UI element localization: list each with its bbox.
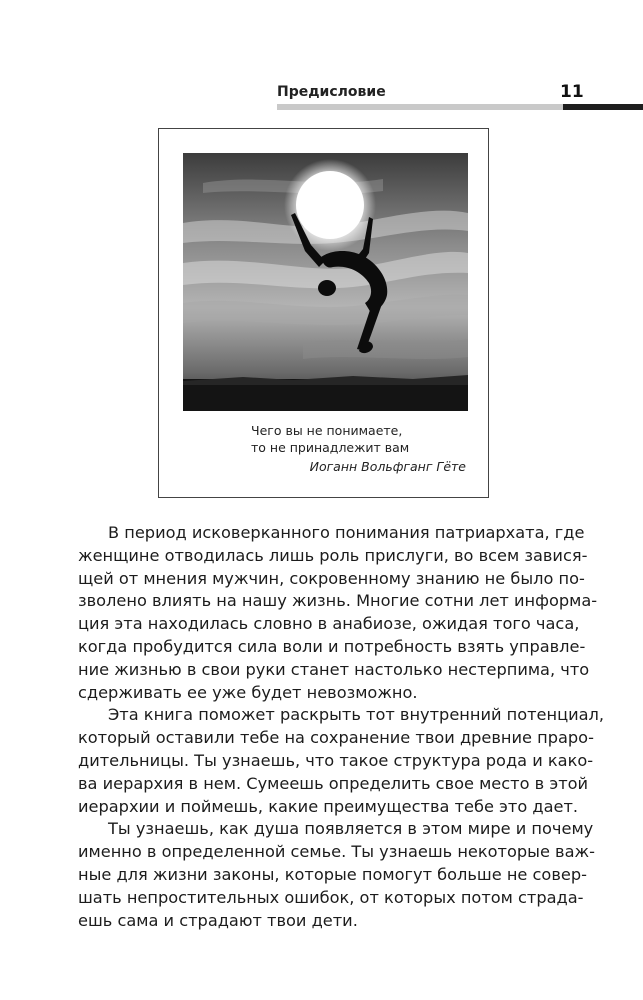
body-line: сдерживать ее уже будет невозможно. xyxy=(78,682,418,702)
epigraph-author: Иоганн Вольфганг Гёте xyxy=(309,459,466,474)
body-line: ные для жизни законы, которые помогут больше не совер- xyxy=(78,864,587,884)
epigraph-quote-line-2: то не принадлежит вам xyxy=(251,440,410,455)
body-line: который оставили тебе на сохранение твои древние праро- xyxy=(78,728,594,748)
page-number: 11 xyxy=(560,82,584,102)
body-line: ва иерархия в нем. Сумеешь определить свое место в этой xyxy=(78,773,589,793)
body-line: В период исковерканного понимания патриархата, где xyxy=(108,523,585,542)
body-line: шать непростительных ошибок, от которых потом страда- xyxy=(78,887,584,907)
chapter-title: Предисловие xyxy=(277,84,386,100)
body-line: ция эта находилась словно в анабиозе, ожидая того часа, xyxy=(78,614,580,634)
body-text xyxy=(78,522,605,932)
epigraph-quote-line-1: Чего вы не понимаете, xyxy=(251,423,403,438)
body-line: женщине отводилась лишь роль прислуги, во всем завися- xyxy=(78,545,588,565)
body-line: щей от мнения мужчин, сокровенному знанию не было по- xyxy=(78,568,585,588)
body-line: Ты узнаешь, как душа появляется в этом мире и почему xyxy=(108,819,594,839)
body-line: Эта книга поможет раскрыть тот внутренний потенциал, xyxy=(108,705,605,725)
header-rule-light xyxy=(277,104,563,110)
body-line: зволено влиять на нашу жизнь. Многие сотни лет информа- xyxy=(78,591,598,611)
epigraph-figure xyxy=(158,128,489,498)
body-line: ешь сама и страдают твои дети. xyxy=(78,910,358,930)
body-line: иерархии и поймешь, какие преимущества тебе это дает. xyxy=(78,796,579,816)
body-line: ние жизнью в свои руки станет настолько нестерпима, что xyxy=(78,659,590,679)
body-line: когда пробудится сила воли и потребность взять управле- xyxy=(78,636,586,656)
header-rule-dark xyxy=(563,104,643,110)
body-line: именно в определенной семье. Ты узнаешь некоторые важ- xyxy=(78,842,595,862)
photo-jumping-silhouette xyxy=(183,153,468,411)
body-line: дительницы. Ты узнаешь, что такое структура рода и како- xyxy=(78,750,594,770)
